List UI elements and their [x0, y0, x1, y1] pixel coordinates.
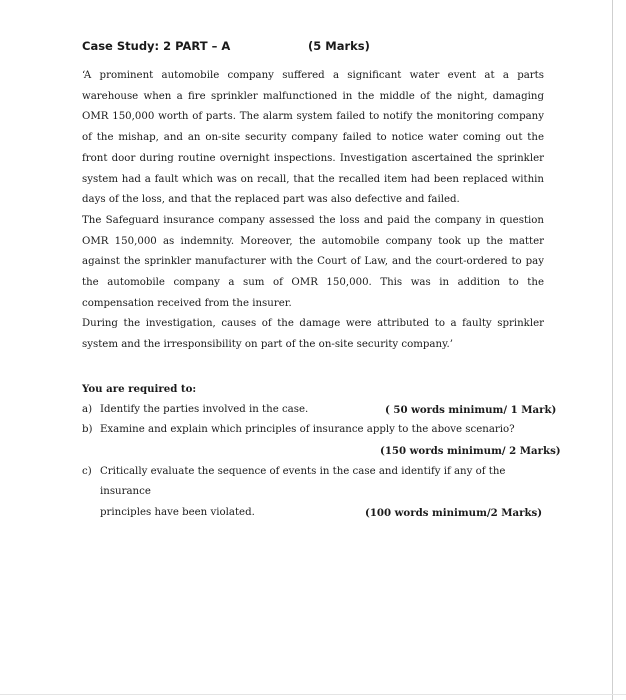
- question-marks: (100 words minimum/2 Marks): [365, 507, 543, 520]
- question-marks: ( 50 words minimum/ 1 Mark): [385, 403, 557, 416]
- question-b: [82, 420, 561, 461]
- question-letter: a): [82, 403, 93, 415]
- question-marks: (150 words minimum/ 2 Marks): [380, 444, 561, 457]
- case-paragraph: ‘A prominent automobile company suffered a significant water event at a parts warehouse when a fire sprinkler malfunctioned in the middle of the night, damaging OMR 150,000 worth of parts. The alarm system failed to notify the monitoring company of the mishap, and an on-site security company failed to notice water coming out the front door during routine overnight inspections. Investigation ascertained the sprinkler system had a fault which was on recall, that the recalled item had been replaced within days of the loss, and that the replaced part was also defective and failed.: [82, 70, 544, 206]
- question-c: [82, 462, 544, 524]
- case-study-heading: [82, 38, 544, 58]
- question-text-line2: principles have been violated.: [100, 507, 255, 519]
- case-paragraph: The Safeguard insurance company assessed the loss and paid the company in question OMR 150,000 as indemnity. Moreover, the automobile company took up the matter against the sprinkler manufacturer with the Court of Law, and the court-ordered to pay the automobile company a sum of OMR 150,000. This was in addition to the compensation received from the insurer.: [82, 214, 544, 309]
- heading-marks: (5 Marks): [308, 39, 370, 53]
- question-letter: c): [82, 465, 92, 477]
- question-a: [82, 400, 557, 421]
- question-letter: b): [82, 424, 93, 436]
- question-text: Identify the parties involved in the case.: [100, 403, 309, 415]
- case-paragraph: During the investigation, causes of the damage were attributed to a faulty sprinkler system and the irresponsibility on part of the on-site security company.’: [82, 318, 544, 351]
- heading-title: Case Study: 2 PART – A: [82, 39, 231, 53]
- page-edge-bottom: [0, 694, 626, 695]
- requirements-heading: You are required to:: [82, 382, 197, 395]
- case-text: [82, 66, 544, 356]
- document-content: [82, 38, 561, 524]
- question-text-line1: Critically evaluate the sequence of events in the case and identify if any of the insurance: [100, 465, 506, 498]
- page-edge-right: [612, 0, 613, 700]
- question-text: Examine and explain which principles of insurance apply to the above scenario?: [100, 424, 515, 436]
